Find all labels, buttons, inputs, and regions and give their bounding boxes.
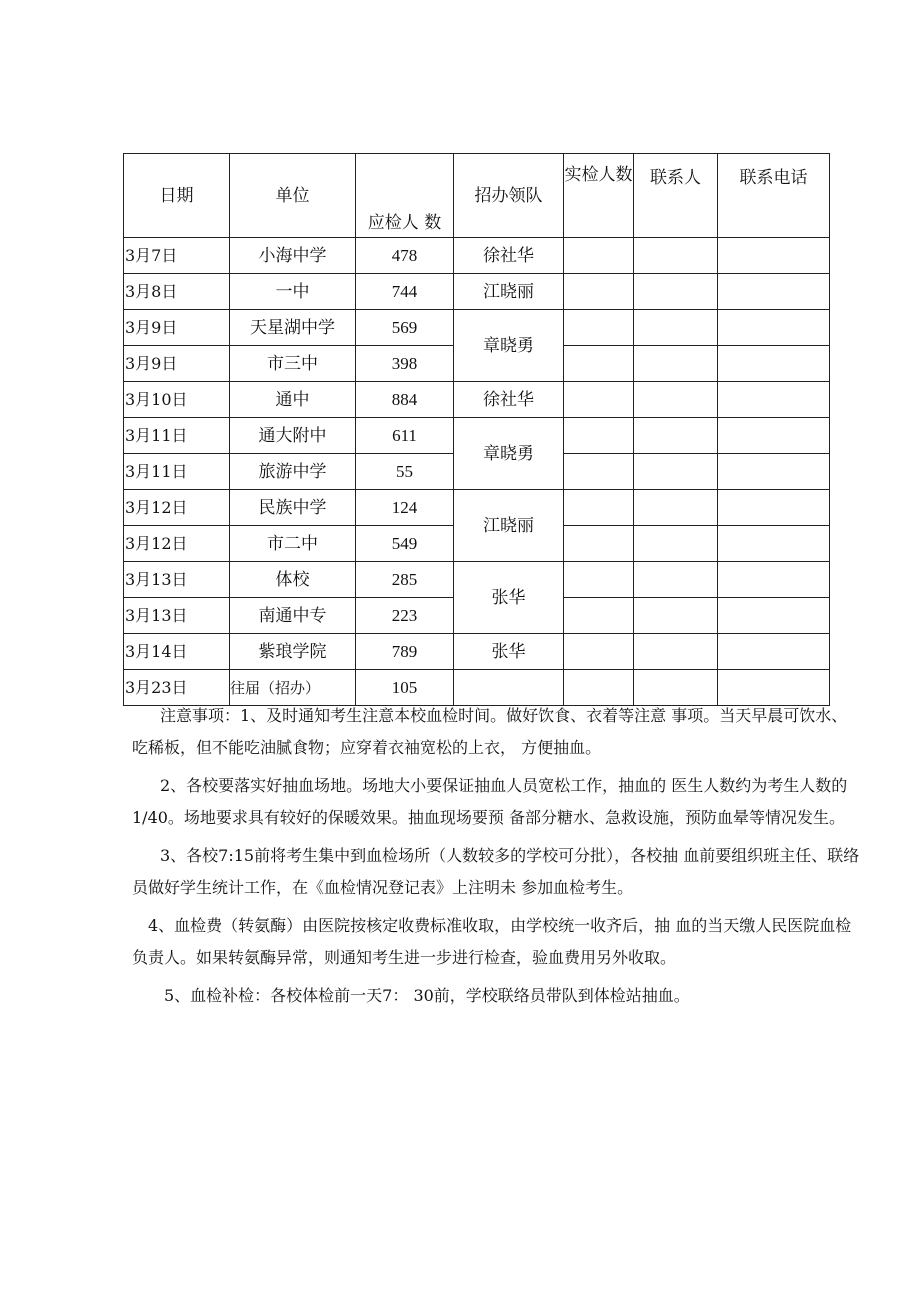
leader-cell: 张华 [454,562,564,634]
leader-cell: 张华 [454,634,564,670]
header-contact-phone: 联系电话 [718,154,830,238]
count-cell: 285 [356,562,454,598]
date-cell: 3月12日 [124,526,230,562]
actual-count-cell [564,346,634,382]
actual-count-cell [564,418,634,454]
contact-cell [634,346,718,382]
contact-cell [634,274,718,310]
count-cell: 744 [356,274,454,310]
unit-cell: 通中 [230,382,356,418]
blood-test-schedule-table [123,153,830,706]
leader-cell: 徐社华 [454,382,564,418]
actual-count-cell [564,598,634,634]
unit-cell: 天星湖中学 [230,310,356,346]
contact-cell [634,310,718,346]
date-cell: 3月13日 [124,562,230,598]
note-paragraph-3: 3、各校7:15前将考生集中到血检场所（人数较多的学校可分批），各校抽 血前要组织班主任、联络员做好学生统计工作，在《血检情况登记表》上注明未 参加血检考生。 [132,846,860,897]
leader-cell: 江晓丽 [454,490,564,562]
contact-cell [634,598,718,634]
date-cell: 3月8日 [124,274,230,310]
unit-cell: 体校 [230,562,356,598]
unit-cell: 通大附中 [230,418,356,454]
phone-cell [718,382,830,418]
unit-cell: 民族中学 [230,490,356,526]
count-cell: 223 [356,598,454,634]
leader-cell: 徐社华 [454,238,564,274]
count-cell: 398 [356,346,454,382]
actual-count-cell [564,238,634,274]
count-cell: 611 [356,418,454,454]
unit-cell: 南通中专 [230,598,356,634]
date-cell: 3月23日 [124,670,230,706]
table-header-row [124,154,830,238]
header-actual-count: 实检人数 [564,154,634,238]
contact-cell [634,526,718,562]
leader-cell: 江晓丽 [454,274,564,310]
phone-cell [718,346,830,382]
header-date: 日期 [124,154,230,238]
note-paragraph-5: 5、血检补检：各校体检前一天7： 30前，学校联络员带队到体检站抽血。 [164,986,690,1005]
actual-count-cell [564,562,634,598]
count-cell: 124 [356,490,454,526]
table-row [124,562,830,598]
phone-cell [718,418,830,454]
note-paragraph-2: 2、各校要落实好抽血场地。场地大小要保证抽血人员宽松工作，抽血的 医生人数约为考生人数的1/40。场地要求具有较好的保暖效果。抽血现场要预 备部分糖水、急救设施，预防血晕等情况发生。 [132,776,848,827]
date-cell: 3月9日 [124,346,230,382]
header-unit: 单位 [230,154,356,238]
count-cell: 569 [356,310,454,346]
count-cell: 105 [356,670,454,706]
phone-cell [718,454,830,490]
phone-cell [718,526,830,562]
date-cell: 3月11日 [124,418,230,454]
date-cell: 3月12日 [124,490,230,526]
note-paragraph-4: 4、血检费（转氨酶）由医院按核定收费标准收取，由学校统一收齐后，抽 血的当天缴人民医院血检负责人。如果转氨酶异常，则通知考生进一步进行检查，验血费用另外收取。 [132,916,852,967]
phone-cell [718,598,830,634]
unit-cell: 市三中 [230,346,356,382]
count-cell: 549 [356,526,454,562]
unit-cell: 一中 [230,274,356,310]
notes-section [132,700,860,1018]
actual-count-cell [564,490,634,526]
unit-cell: 旅游中学 [230,454,356,490]
actual-count-cell [564,382,634,418]
count-cell: 478 [356,238,454,274]
phone-cell [718,238,830,274]
table-row [124,382,830,418]
actual-count-cell [564,634,634,670]
note-paragraph-1: 注意事项：1、及时通知考生注意本校血检时间。做好饮食、衣着等注意 事项。当天早晨可饮水、吃稀板，但不能吃油腻食物；应穿着衣袖宽松的上衣， 方便抽血。 [132,706,848,757]
contact-cell [634,562,718,598]
actual-count-cell [564,454,634,490]
actual-count-cell [564,274,634,310]
header-contact-person: 联系人 [634,154,718,238]
phone-cell [718,274,830,310]
leader-cell: 章晓勇 [454,310,564,382]
date-cell: 3月11日 [124,454,230,490]
unit-cell: 紫琅学院 [230,634,356,670]
contact-cell [634,382,718,418]
unit-cell: 小海中学 [230,238,356,274]
contact-cell [634,490,718,526]
date-cell: 3月7日 [124,238,230,274]
count-cell: 55 [356,454,454,490]
table-row [124,490,830,526]
date-cell: 3月10日 [124,382,230,418]
table-row [124,238,830,274]
phone-cell [718,310,830,346]
table-row [124,310,830,346]
actual-count-cell [564,310,634,346]
date-cell: 3月14日 [124,634,230,670]
contact-cell [634,634,718,670]
phone-cell [718,634,830,670]
count-cell: 884 [356,382,454,418]
header-expected-count: 应检人 数 [356,154,454,238]
unit-cell: 市二中 [230,526,356,562]
phone-cell [718,490,830,526]
unit-cell: 往届（招办） [230,670,356,706]
count-cell: 789 [356,634,454,670]
contact-cell [634,418,718,454]
date-cell: 3月9日 [124,310,230,346]
table-row [124,274,830,310]
header-team-leader: 招办领队 [454,154,564,238]
contact-cell [634,238,718,274]
contact-cell [634,454,718,490]
table-row [124,418,830,454]
table-row [124,634,830,670]
phone-cell [718,562,830,598]
actual-count-cell [564,526,634,562]
date-cell: 3月13日 [124,598,230,634]
leader-cell: 章晓勇 [454,418,564,490]
